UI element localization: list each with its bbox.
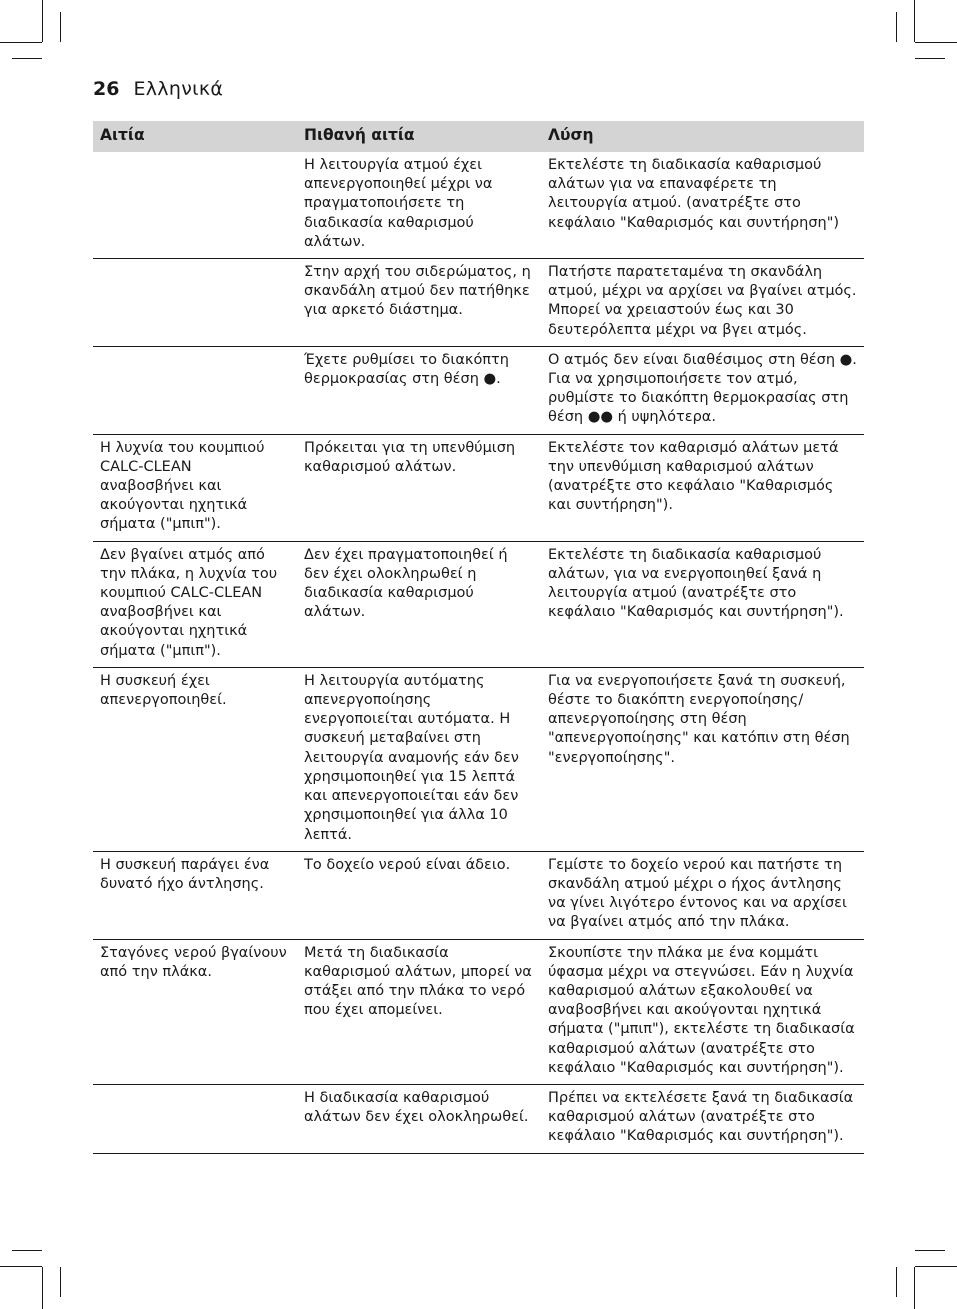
page-header <box>93 78 223 104</box>
table-row <box>93 259 864 347</box>
possible-cause-cell: Μετά τη διαδικασία καθαρισμού αλάτων, μπορεί να στάξει από την πλάκα το νερό που έχει απομείνει. <box>297 939 541 1084</box>
table-row <box>93 851 864 939</box>
crop-mark <box>42 1267 43 1309</box>
crop-mark <box>12 1250 42 1251</box>
page-language-title: Ελληνικά <box>133 78 224 100</box>
table-row <box>93 152 864 259</box>
column-header-possible-cause: Πιθανή αιτία <box>297 121 541 152</box>
troubleshooting-table <box>93 121 864 1154</box>
table-row <box>93 1084 864 1153</box>
cause-cell: Η συσκευή παράγει ένα δυνατό ήχο άντλησης. <box>93 851 297 939</box>
crop-mark <box>914 1267 915 1309</box>
table-row <box>93 667 864 851</box>
possible-cause-cell: Πρόκειται για τη υπενθύμιση καθαρισμού αλάτων. <box>297 434 541 541</box>
table-header-row <box>93 121 864 152</box>
possible-cause-cell: Έχετε ρυθμίσει το διακόπτη θερμοκρασίας στη θέση ●. <box>297 346 541 434</box>
cause-cell: Η συσκευή έχει απενεργοποιηθεί. <box>93 667 297 851</box>
crop-mark <box>914 0 915 42</box>
table-row <box>93 434 864 541</box>
crop-mark <box>915 1266 957 1267</box>
cause-cell <box>93 259 297 347</box>
solution-cell: Γεμίστε το δοχείο νερού και πατήστε τη σκανδάλη ατμού μέχρι ο ήχος άντλησης να γίνει λιγότερο έντονος και να αρχίσει να βγαίνει ατμός από την πλάκα. <box>541 851 864 939</box>
cause-cell: Σταγόνες νερού βγαίνουν από την πλάκα. <box>93 939 297 1084</box>
possible-cause-cell: Η λειτουργία ατμού έχει απενεργοποιηθεί μέχρι να πραγματοποιήσετε τη διαδικασία καθαρισμού αλάτων. <box>297 152 541 259</box>
cause-cell <box>93 346 297 434</box>
crop-mark <box>915 42 957 43</box>
possible-cause-cell: Η λειτουργία αυτόματης απενεργοποίησης ενεργοποιείται αυτόματα. Η συσκευή μεταβαίνει στη λειτουργία αναμονής εάν δεν χρησιμοποιηθεί για 15 λεπτά και απενεργοποιείται εάν δεν χρησιμοποιηθεί για άλλα 10 λεπτά. <box>297 667 541 851</box>
solution-cell: Εκτελέστε τη διαδικασία καθαρισμού αλάτων, για να ενεργοποιηθεί ξανά η λειτουργία ατμού (ανατρέξτε στο κεφάλαιο "Καθαρισμός και συντήρηση"). <box>541 541 864 667</box>
table-row <box>93 346 864 434</box>
solution-cell: Ο ατμός δεν είναι διαθέσιμος στη θέση ●. Για να χρησιμοποιήσετε τον ατμό, ρυθμίστε το διακόπτη θερμοκρασίας στη θέση ●● ή υψηλότερα. <box>541 346 864 434</box>
solution-cell: Εκτελέστε τη διαδικασία καθαρισμού αλάτων για να επαναφέρετε τη λειτουργία ατμού. (ανατρέξτε στο κεφάλαιο "Καθαρισμός και συντήρηση") <box>541 152 864 259</box>
column-header-cause: Αιτία <box>93 121 297 152</box>
cause-cell: Η λυχνία του κουμπιού CALC-CLEAN αναβοσβήνει και ακούγονται ηχητικά σήματα ("μπιπ"). <box>93 434 297 541</box>
crop-mark <box>12 58 42 59</box>
crop-mark <box>60 12 61 42</box>
page-number: 26 <box>93 78 120 100</box>
crop-mark <box>915 58 945 59</box>
cause-cell: Δεν βγαίνει ατμός από την πλάκα, η λυχνία του κουμπιού CALC-CLEAN αναβοσβήνει και ακούγονται ηχητικά σήματα ("μπιπ"). <box>93 541 297 667</box>
crop-mark <box>915 1250 945 1251</box>
crop-mark <box>60 1267 61 1297</box>
column-header-solution: Λύση <box>541 121 864 152</box>
table-row <box>93 939 864 1084</box>
solution-cell: Για να ενεργοποιήσετε ξανά τη συσκευή, θέστε το διακόπτη ενεργοποίησης/απενεργοποίησης στη θέση "απενεργοποίησης" και κατόπιν στη θέση "ενεργοποίησης". <box>541 667 864 851</box>
solution-cell: Πρέπει να εκτελέσετε ξανά τη διαδικασία καθαρισμού αλάτων (ανατρέξτε στο κεφάλαιο "Καθαρισμός και συντήρηση"). <box>541 1084 864 1153</box>
table-row <box>93 541 864 667</box>
possible-cause-cell: Το δοχείο νερού είναι άδειο. <box>297 851 541 939</box>
crop-mark <box>896 1267 897 1297</box>
crop-mark <box>0 42 42 43</box>
crop-mark <box>896 12 897 42</box>
crop-mark <box>42 0 43 42</box>
possible-cause-cell: Δεν έχει πραγματοποιηθεί ή δεν έχει ολοκληρωθεί η διαδικασία καθαρισμού αλάτων. <box>297 541 541 667</box>
cause-cell <box>93 1084 297 1153</box>
crop-mark <box>0 1266 42 1267</box>
possible-cause-cell: Στην αρχή του σιδερώματος, η σκανδάλη ατμού δεν πατήθηκε για αρκετό διάστημα. <box>297 259 541 347</box>
solution-cell: Εκτελέστε τον καθαρισμό αλάτων μετά την υπενθύμιση καθαρισμού αλάτων (ανατρέξτε στο κεφάλαιο "Καθαρισμός και συντήρηση"). <box>541 434 864 541</box>
solution-cell: Πατήστε παρατεταμένα τη σκανδάλη ατμού, μέχρι να αρχίσει να βγαίνει ατμός. Μπορεί να χρειαστούν έως και 30 δευτερόλεπτα μέχρι να βγει ατμός. <box>541 259 864 347</box>
solution-cell: Σκουπίστε την πλάκα με ένα κομμάτι ύφασμα μέχρι να στεγνώσει. Εάν η λυχνία καθαρισμού αλάτων εξακολουθεί να αναβοσβήνει και ακούγονται ηχητικά σήματα ("μπιπ"), εκτελέστε τη διαδικασία καθαρισμού αλάτων (ανατρέξτε στο κεφάλαιο "Καθαρισμός και συντήρηση"). <box>541 939 864 1084</box>
cause-cell <box>93 152 297 259</box>
possible-cause-cell: Η διαδικασία καθαρισμού αλάτων δεν έχει ολοκληρωθεί. <box>297 1084 541 1153</box>
